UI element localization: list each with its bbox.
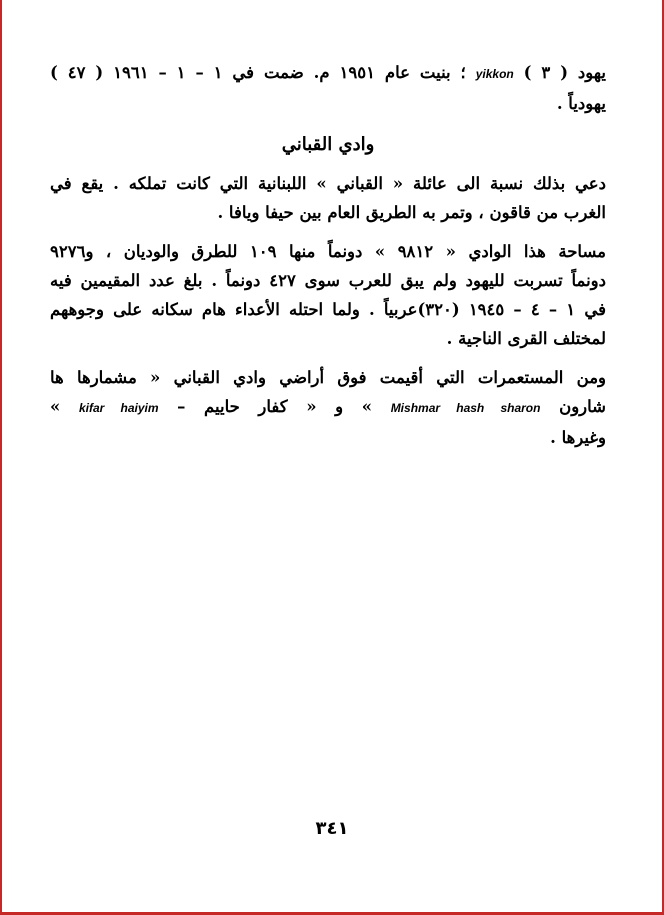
text-segment: شارون bbox=[559, 397, 606, 416]
paragraph-line: ومن المستعمرات التي أقيمت فوق أراضي وادي القباني « مشمارها ها bbox=[50, 368, 606, 387]
section-title: وادي القباني bbox=[281, 134, 375, 155]
header-line-1 bbox=[50, 58, 606, 89]
paragraph-line: الغرب من قاقون ، وتمر به الطريق العام بين حيفا ويافا . bbox=[217, 203, 606, 222]
paragraph-line: لمختلف القرى الناجية . bbox=[446, 329, 606, 348]
paragraph-line: دونماً تسربت لليهود ولم يبق للعرب سوى ٤٢٧ دونماً . بلغ عدد المقيمين فيه bbox=[50, 271, 606, 290]
paragraph-2 bbox=[50, 237, 606, 353]
latin-name: Mishmar hash sharon bbox=[390, 401, 541, 415]
paragraph-1 bbox=[50, 169, 606, 227]
header-latin: yikkon bbox=[475, 67, 514, 81]
header-text-a: يهود ( ٣ ) bbox=[523, 63, 606, 82]
page-number: ٣٤١ bbox=[315, 818, 349, 839]
paragraph-line: دعي بذلك نسبة الى عائلة « القباني » اللبنانية التي كانت تملكه . يقع في bbox=[50, 174, 606, 193]
paragraph-line: مساحة هذا الوادي « ٩٨١٢ » دونماً منها ١٠٩ للطرق والوديان ، و٩٢٧٦ bbox=[50, 242, 607, 261]
latin-name: kifar haiyim bbox=[78, 401, 159, 415]
paragraph-3 bbox=[50, 363, 606, 452]
header-text-b: ؛ بنيت عام ١٩٥١ م. ضمت في ١ – ١ – ١٩٦١ ( ٤٧ ) bbox=[50, 63, 466, 82]
paragraph-line: في ١ – ٤ – ١٩٤٥ (٣٢٠)عربياً . ولما احتله الأعداء هام سكانه على وجوههم bbox=[50, 300, 606, 319]
paragraph-line bbox=[50, 392, 606, 423]
paragraph-line: وغيرها . bbox=[550, 428, 606, 447]
document-page bbox=[50, 58, 606, 452]
header-line-2: يهودياً . bbox=[556, 94, 606, 113]
text-segment: » bbox=[50, 397, 61, 416]
text-segment: » و « كفار حاييم – bbox=[177, 397, 373, 416]
